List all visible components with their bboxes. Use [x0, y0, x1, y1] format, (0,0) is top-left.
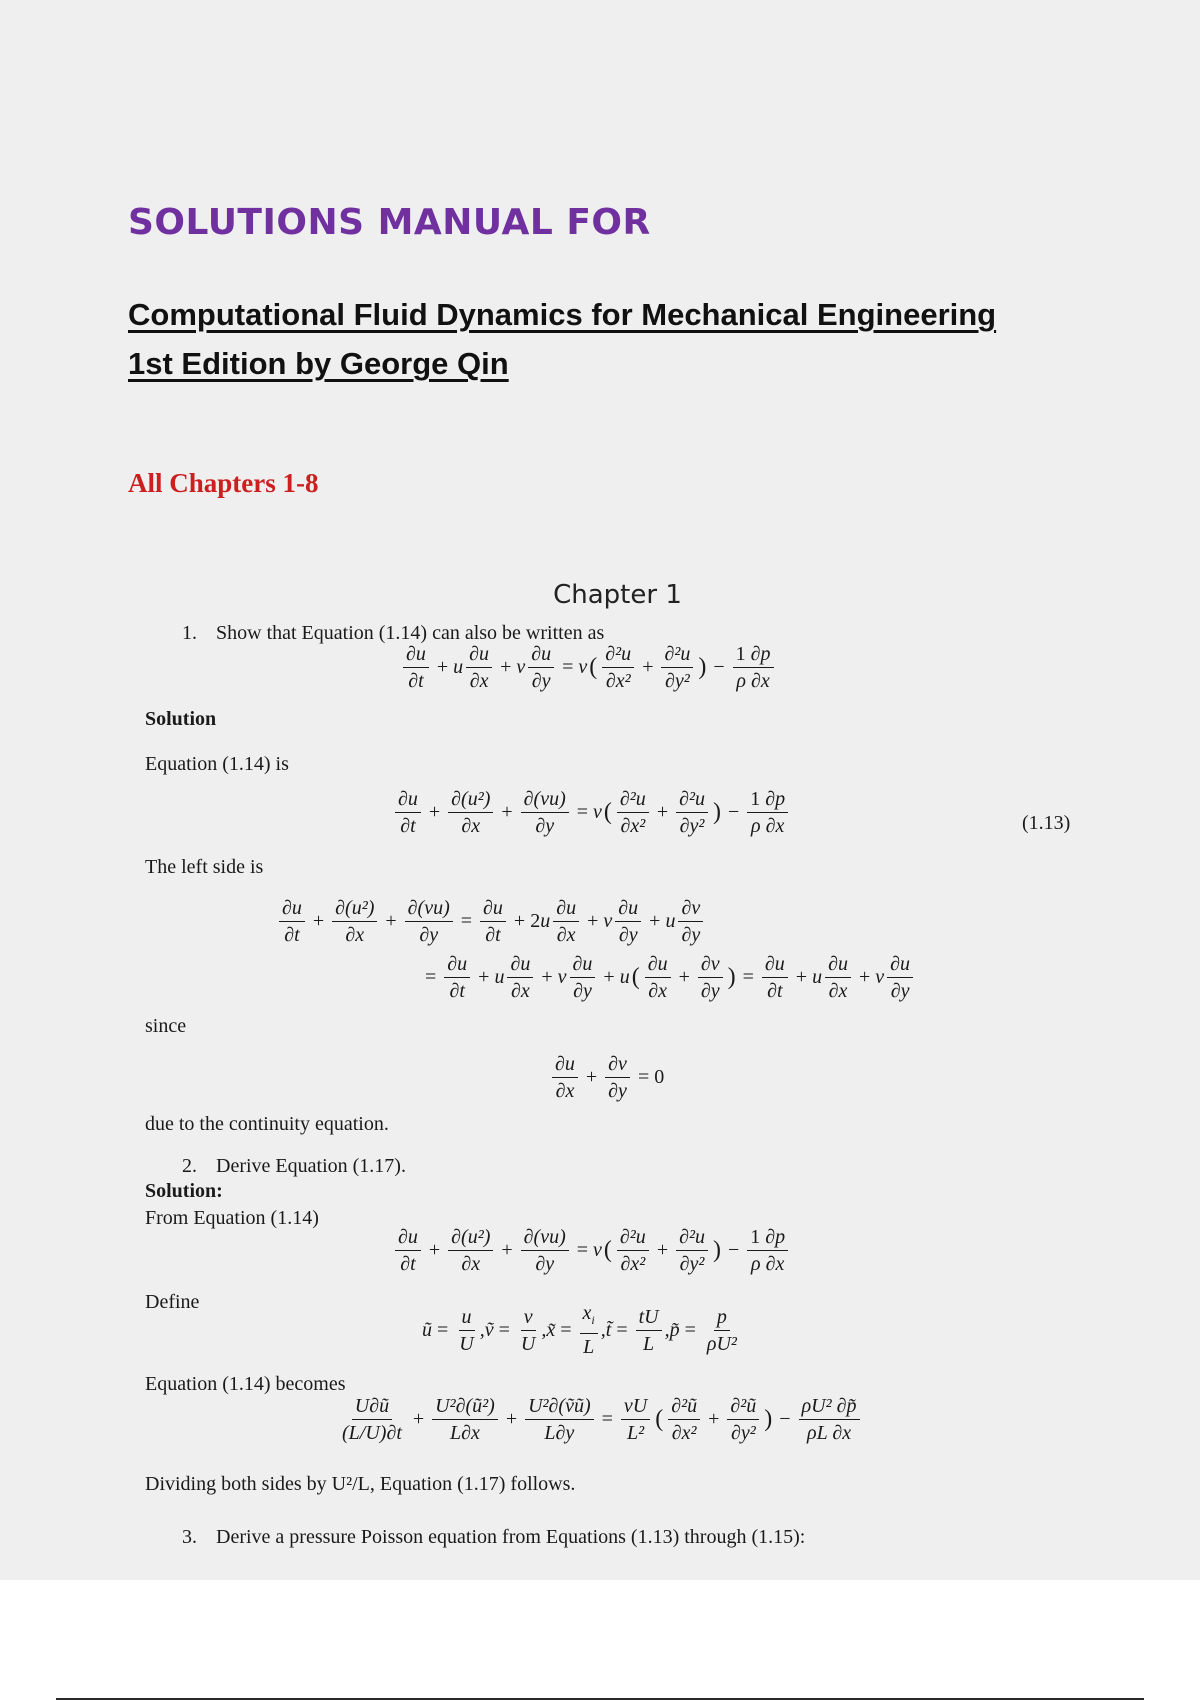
book-title: Computational Fluid Dynamics for Mechanical Engineering 1st Edition by George Qin	[128, 297, 997, 381]
equation-left-side-line-2: = $\frac{\partial u}{\partial t}$ + u $\frac{\partial u}{\partial x}$ + v $\frac{\partial u}{\partial y}$ + u ( $\frac{\partial u}{\partial x}$ + $\frac{\partial v}{\partial y}$ ) = $\frac{\partial u}{\partial t}$ + u $\frac{\partial u}{\partial x}$ + v $\frac{\partial u}{\partial y}$	[420, 953, 916, 1002]
text-left-side: The left side is	[145, 856, 264, 878]
chapters-label: All Chapters 1-8	[128, 468, 319, 498]
text-define: Define	[145, 1291, 200, 1313]
chapter-heading: Chapter 1	[553, 580, 682, 610]
problem-1	[182, 622, 604, 645]
equation-momentum-repeat: $\frac{\partial u}{\partial t}$ + $\frac{\text{∂(u²)}}{\partial x}$ + $\frac{\partial(vu)}{\partial y}$ = ν ( $\frac{\text{∂²u}}{\text{∂x²}}$ + $\frac{\text{∂²u}}{\text{∂y²}}$ ) − $\frac{1 \partial p}{\rho \partial x}$	[392, 1226, 791, 1275]
problem-text: Show that Equation (1.14) can also be written as	[216, 622, 605, 644]
text-continuity: due to the continuity equation.	[145, 1113, 389, 1135]
text-dividing: Dividing both sides by U²/L, Equation (1.17) follows.	[145, 1473, 576, 1495]
equation-momentum-conservative: $\frac{\partial u}{\partial t}$ + $\frac{\text{∂(u²)}}{\partial x}$ + $\frac{\partial(vu)}{\partial y}$ = ν ( $\frac{\text{∂²u}}{\text{∂x²}}$ + $\frac{\text{∂²u}}{\text{∂y²}}$ ) − $\frac{1 \partial p}{\rho \partial x}$	[392, 788, 791, 837]
problem-number: 1.	[182, 622, 197, 644]
solution-label: Solution	[145, 708, 217, 730]
equation-scaled: $\frac{U\partial ũ}{(L/U)\partial t}$ + $\frac{\text{U²∂(ũ²)}}{L\partial x}$ + $\frac{\text{U²∂(ṽũ)}}{L\partial y}$ = $\frac{\nu U}{\text{L²}}$ ( $\frac{\text{∂²ũ}}{\text{∂x²}}$ + $\frac{\text{∂²ũ}}{\text{∂y²}}$ ) − $\frac{\text{ρU² ∂p̃}}{\rho L \partial x}$	[336, 1395, 863, 1444]
solution-label: Solution:	[145, 1180, 223, 1202]
text-becomes: Equation (1.14) becomes	[145, 1373, 346, 1395]
text-equation-is: Equation (1.14) is	[145, 753, 289, 775]
problem-number: 3.	[182, 1526, 197, 1548]
problem-3	[182, 1526, 805, 1549]
problem-2	[182, 1155, 406, 1178]
equation-left-side-line-1: $\frac{\partial u}{\partial t}$ + $\frac{\text{∂(u²)}}{\partial x}$ + $\frac{\partial(vu)}{\partial y}$ = $\frac{\partial u}{\partial t}$ + 2 u $\frac{\partial u}{\partial x}$ + v $\frac{\partial u}{\partial y}$ + u $\frac{\partial v}{\partial y}$	[276, 897, 706, 946]
problem-text: Derive Equation (1.17).	[216, 1155, 406, 1177]
text-since: since	[145, 1015, 187, 1037]
equation-definitions: ũ = $\frac{u}{U}$ ,ṽ = $\frac{v}{U}$ ,x̃ = $\frac{x_i}{L}$ ,t̃ = $\frac{tU}{L}$ ,p̃ = $\frac{p}{\text{ρU²}}$	[422, 1302, 737, 1358]
problem-number: 2.	[182, 1155, 197, 1177]
equation-number: (1.13)	[1022, 812, 1071, 834]
equation-momentum-nonconservative: $\frac{\partial u}{\partial t}$ + u $\frac{\partial u}{\partial x}$ + v $\frac{\partial u}{\partial y}$ = ν ( $\frac{\text{∂²u}}{\text{∂x²}}$ + $\frac{\text{∂²u}}{\text{∂y²}}$ ) − $\frac{1 \partial p}{\rho \partial x}$	[400, 643, 777, 692]
problem-text: Derive a pressure Poisson equation from Equations (1.13) through (1.15):	[216, 1526, 806, 1548]
equation-continuity: $\frac{\partial u}{\partial x}$ + $\frac{\partial v}{\partial y}$ = 0	[549, 1053, 664, 1102]
text-from-equation: From Equation (1.14)	[145, 1207, 319, 1229]
manual-title: SOLUTIONS MANUAL FOR	[128, 202, 651, 243]
